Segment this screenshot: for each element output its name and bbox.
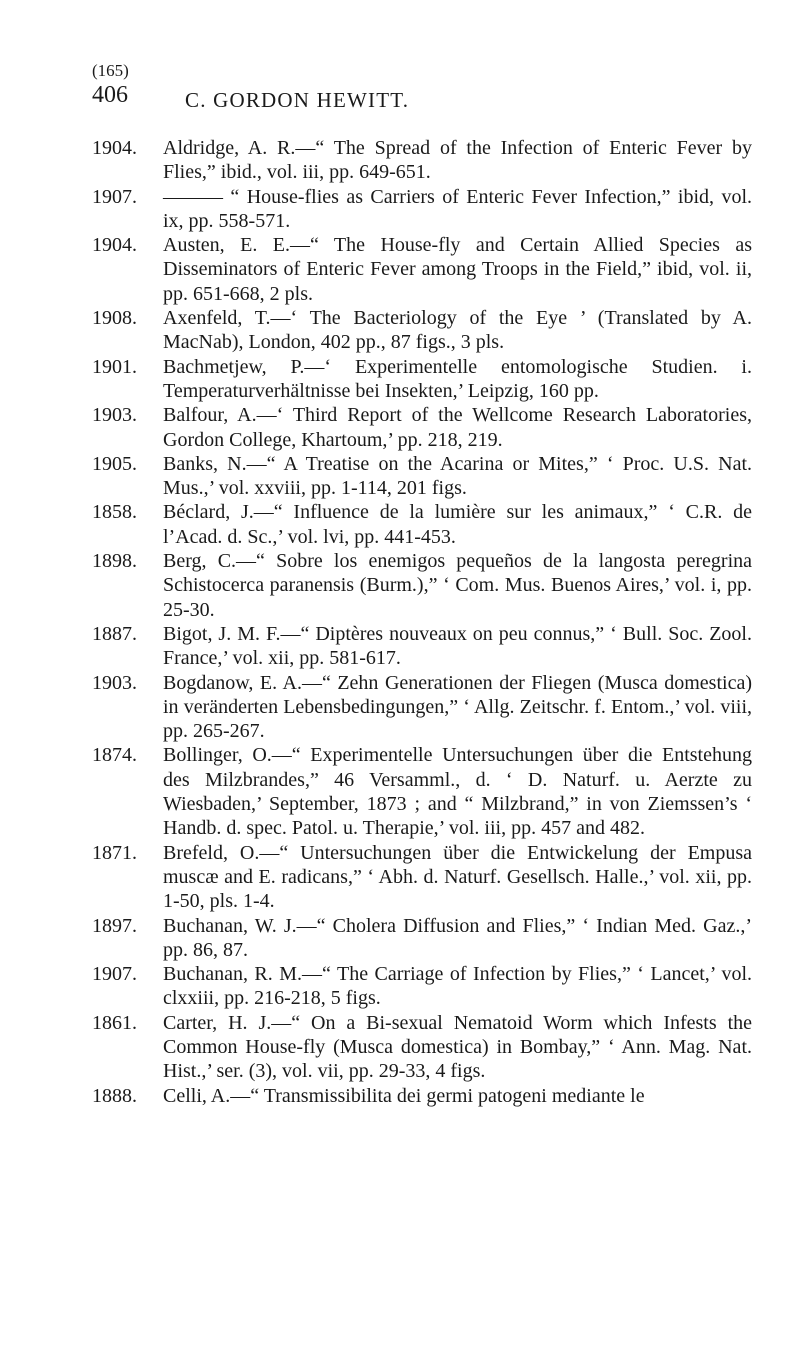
- bibliography-entry: [92, 962, 752, 1011]
- entry-text: Carter, H. J.—“ On a Bi-sexual Nematoid Worm which Infests the Common House-fly (Musca domestica) in Bombay,” ‘ Ann. Mag. Nat. Hist.,’ ser. (3), vol. vii, pp. 29-33, 4 figs.: [163, 1011, 752, 1083]
- bibliography-entry: [92, 233, 752, 306]
- entry-year: 1858.: [92, 501, 137, 524]
- entry-year: 1904.: [92, 137, 137, 159]
- bibliography-list: [92, 136, 752, 1108]
- entry-text: Bigot, J. M. F.—“ Diptères nouveaux on peu connus,” ‘ Bull. Soc. Zool. France,’ vol. xii, pp. 581-617.: [163, 622, 752, 670]
- entry-year: 1904.: [92, 234, 137, 257]
- entry-year: 1874.: [92, 744, 137, 767]
- entry-year: 1903.: [92, 671, 137, 694]
- entry-text: Balfour, A.—‘ Third Report of the Wellcome Research Laboratories, Gordon College, Khartoum,’ pp. 218, 219.: [163, 404, 752, 451]
- bibliography-entry: [92, 452, 752, 501]
- entry-text: Aldridge, A. R.—“ The Spread of the Infection of Enteric Fever by Flies,” ibid., vol. iii, pp. 649-651.: [163, 137, 752, 184]
- entry-year: 1905.: [92, 452, 137, 475]
- bibliography-entry: [92, 500, 752, 549]
- bibliography-entry: [92, 306, 752, 355]
- page-number: 406: [92, 82, 128, 108]
- entry-year: 1898.: [92, 550, 137, 573]
- entry-text: Celli, A.—“ Transmissibilita dei germi patogeni mediante le: [163, 1084, 645, 1107]
- bibliography-entry: [92, 185, 752, 234]
- entry-text: Bogdanow, E. A.—“ Zehn Generationen der Fliegen (Musca domestica) in veränderten Lebensbedingungen,” ‘ Allg. Zeitschr. f. Entom.,’ vol. viii, pp. 265-267.: [163, 671, 752, 743]
- entry-year: 1907.: [92, 185, 137, 208]
- bibliography-entry: [92, 841, 752, 914]
- header-reference: (165): [92, 61, 129, 80]
- entry-year: 1908.: [92, 307, 137, 330]
- entry-text: Austen, E. E.—“ The House-fly and Certain Allied Species as Disseminators of Enteric Fever among Troops in the Field,” ibid, vol. ii, pp. 651-668, 2 pls.: [163, 234, 752, 305]
- bibliography-entry: [92, 914, 752, 963]
- entry-text: Buchanan, R. M.—“ The Carriage of Infection by Flies,” ‘ Lancet,’ vol. clxxiii, pp. 216-218, 5 figs.: [163, 963, 752, 1010]
- bibliography-entry: [92, 671, 752, 744]
- entry-year: 1871.: [92, 841, 137, 864]
- bibliography-entry: [92, 743, 752, 840]
- entry-text: Brefeld, O.—“ Untersuchungen über die Entwickelung der Empusa muscæ and E. radicans,” ‘ Abh. d. Naturf. Gesellsch. Halle.,’ vol. xii, pp. 1-50, pls. 1-4.: [163, 841, 752, 913]
- entry-year: 1887.: [92, 622, 137, 645]
- entry-year: 1888.: [92, 1084, 137, 1107]
- entry-year: 1901.: [92, 355, 137, 378]
- entry-year: 1903.: [92, 404, 137, 427]
- entry-year: 1897.: [92, 914, 137, 937]
- bibliography-entry: [92, 403, 752, 452]
- entry-year: 1907.: [92, 963, 137, 986]
- entry-text: Bachmetjew, P.—‘ Experimentelle entomologische Studien. i. Temperaturverhältnisse bei Insekten,’ Leipzig, 160 pp.: [163, 355, 752, 402]
- running-head: C. GORDON HEWITT.: [185, 88, 410, 112]
- entry-text: Buchanan, W. J.—“ Cholera Diffusion and Flies,” ‘ Indian Med. Gaz.,’ pp. 86, 87.: [163, 914, 752, 961]
- entry-text: ——— “ House-flies as Carriers of Enteric Fever Infection,” ibid, vol. ix, pp. 558-571.: [163, 185, 752, 232]
- bibliography-entry: [92, 355, 752, 404]
- bibliography-entry: [92, 549, 752, 622]
- bibliography-entry: [92, 622, 752, 671]
- entry-year: 1861.: [92, 1011, 137, 1034]
- bibliography-entry: [92, 1084, 752, 1108]
- entry-text: Axenfeld, T.—‘ The Bacteriology of the Eye ’ (Translated by A. MacNab), London, 402 pp., 87 figs., 3 pls.: [163, 307, 752, 354]
- entry-text: Bollinger, O.—“ Experimentelle Untersuchungen über die Entstehung des Milzbrandes,” 46 Versamml., d. ‘ D. Naturf. u. Aerzte zu Wiesbaden,’ September, 1873 ; and “ Milzbrand,” in von Ziemssen’s ‘ Handb. d. spec. Patol. u. Therapie,’ vol. iii, pp. 457 and 482.: [163, 744, 752, 840]
- entry-text: Banks, N.—“ A Treatise on the Acarina or Mites,” ‘ Proc. U.S. Nat. Mus.,’ vol. xxviii, pp. 1-114, 201 figs.: [163, 452, 752, 500]
- bibliography-entry: [92, 1011, 752, 1084]
- entry-text: Béclard, J.—“ Influence de la lumière sur les animaux,” ‘ C.R. de l’Acad. d. Sc.,’ vol. lvi, pp. 441-453.: [163, 501, 752, 548]
- bibliography-entry: [92, 136, 752, 185]
- entry-text: Berg, C.—“ Sobre los enemigos pequeños de la langosta peregrina Schistocerca paranensis (Burm.),” ‘ Com. Mus. Buenos Aires,’ vol. i, pp. 25-30.: [163, 550, 752, 621]
